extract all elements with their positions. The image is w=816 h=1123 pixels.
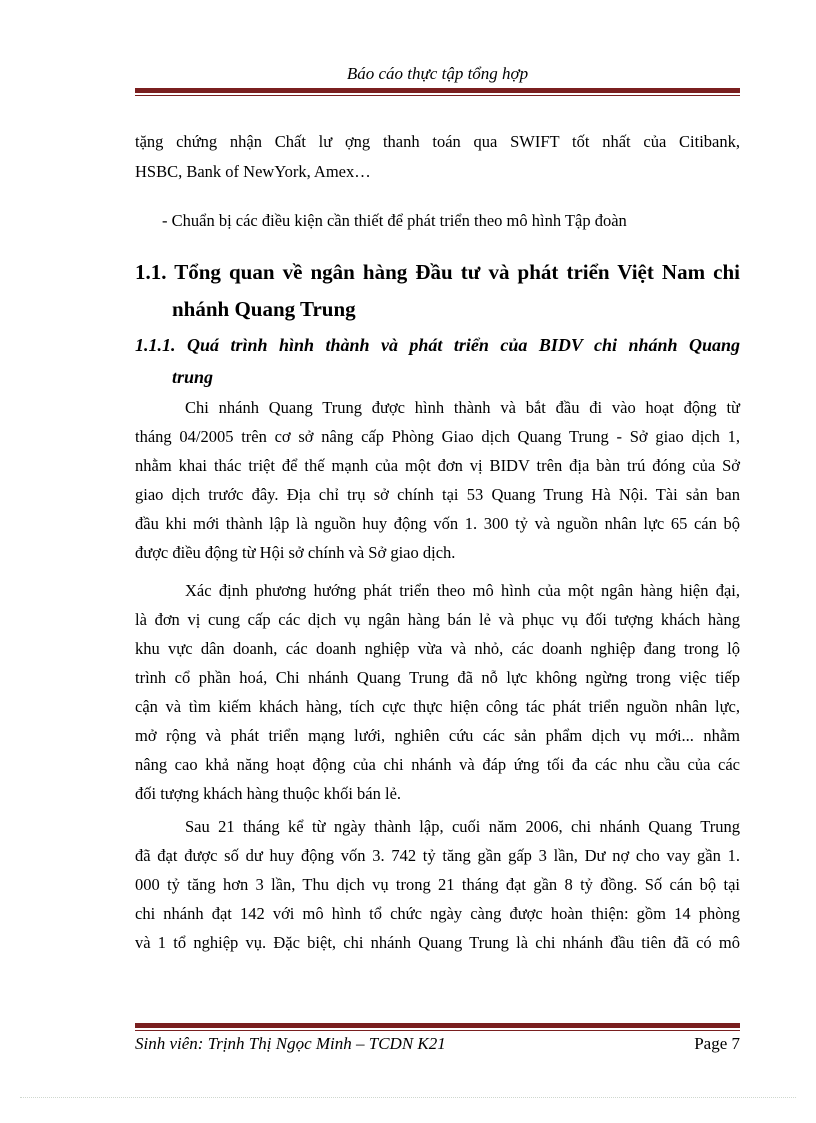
body-line: tặng chứng nhận Chất lư ợng thanh toán qua SWIFT tốt nhất của Citibank,	[135, 132, 740, 151]
footer-author: Sinh viên: Trịnh Thị Ngọc Minh – TCDN K21	[135, 1034, 446, 1053]
paragraph-line: giao dịch trước đây. Địa chỉ trụ sở chính tại 53 Quang Trung Hà Nội. Tài sản ban	[135, 485, 740, 504]
page-boundary	[20, 1097, 796, 1098]
paragraph-line: Xác định phương hướng phát triển theo mô hình của một ngân hàng hiện đại,	[185, 581, 740, 600]
paragraph-line: là đơn vị cung cấp các dịch vụ ngân hàng bán lẻ và phục vụ đối tượng khách hàng	[135, 610, 740, 629]
subsection-heading: 1.1.1. Quá trình hình thành và phát triển của BIDV chi nhánh Quang	[135, 335, 740, 355]
paragraph-line: đối tượng khách hàng thuộc khối bán lẻ.	[135, 784, 402, 803]
paragraph-line: tháng 04/2005 trên cơ sở nâng cấp Phòng Giao dịch Quang Trung - Sở giao dịch 1,	[135, 427, 740, 446]
paragraph-line: Sau 21 tháng kể từ ngày thành lập, cuối năm 2006, chi nhánh Quang Trung	[185, 817, 740, 836]
bullet-item: - Chuẩn bị các điều kiện cần thiết để phát triển theo mô hình Tập đoàn	[162, 211, 627, 230]
paragraph-line: cận và tìm kiếm khách hàng, tích cực thực hiện công tác phát triển nguồn nhân lực,	[135, 697, 740, 716]
section-heading-cont: nhánh Quang Trung	[172, 297, 356, 321]
page-number: Page 7	[694, 1034, 740, 1053]
paragraph-line: Chi nhánh Quang Trung được hình thành và bắt đầu đi vào hoạt động từ	[185, 398, 740, 417]
paragraph-line: nâng cao khả năng hoạt động của chi nhánh và đáp ứng tối đa các nhu cầu của các	[135, 755, 740, 774]
subsection-heading-cont: trung	[172, 367, 214, 387]
footer-rule	[135, 1023, 740, 1028]
paragraph-line: và 1 tổ nghiệp vụ. Đặc biệt, chi nhánh Quang Trung là chi nhánh đầu tiên đã có mô	[135, 933, 740, 952]
paragraph-line: trình cổ phần hoá, Chi nhánh Quang Trung đã nỗ lực không ngừng trong việc tiếp	[135, 668, 740, 687]
paragraph-line: đầu khi mới thành lập là nguồn huy động vốn 1. 300 tỷ và nguồn nhân lực 65 cán bộ	[135, 514, 740, 533]
header-title: Báo cáo thực tập tổng hợp	[346, 64, 529, 83]
paragraph-line: mở rộng và phát triển mạng lưới, nghiên cứu các sản phẩm dịch vụ mới... nhằm	[135, 726, 740, 745]
header-rule	[135, 88, 740, 93]
paragraph-line: 000 tỷ tăng hơn 3 lần, Thu dịch vụ trong 21 tháng đạt gần 8 tỷ đồng. Số cán bộ tại	[135, 875, 740, 894]
paragraph-line: đã đạt được số dư huy động vốn 3. 742 tỷ tăng gần gấp 3 lần, Dư nợ cho vay gần 1.	[135, 846, 740, 865]
paragraph-line: được điều động từ Hội sở chính và Sở giao dịch.	[135, 543, 456, 562]
body-line: HSBC, Bank of NewYork, Amex…	[135, 162, 371, 181]
paragraph-line: khu vực dân doanh, các doanh nghiệp vừa và nhỏ, các doanh nghiệp đang trong lộ	[135, 639, 740, 658]
paragraph-line: nhằm khai thác triệt để thế mạnh của một đơn vị BIDV trên địa bàn trú đóng của Sở	[135, 456, 740, 475]
paragraph-line: chi nhánh đạt 142 với mô hình tổ chức ngày càng được hoàn thiện: gồm 14 phòng	[135, 904, 740, 923]
section-heading: 1.1. Tổng quan về ngân hàng Đầu tư và phát triển Việt Nam chi	[135, 260, 740, 284]
